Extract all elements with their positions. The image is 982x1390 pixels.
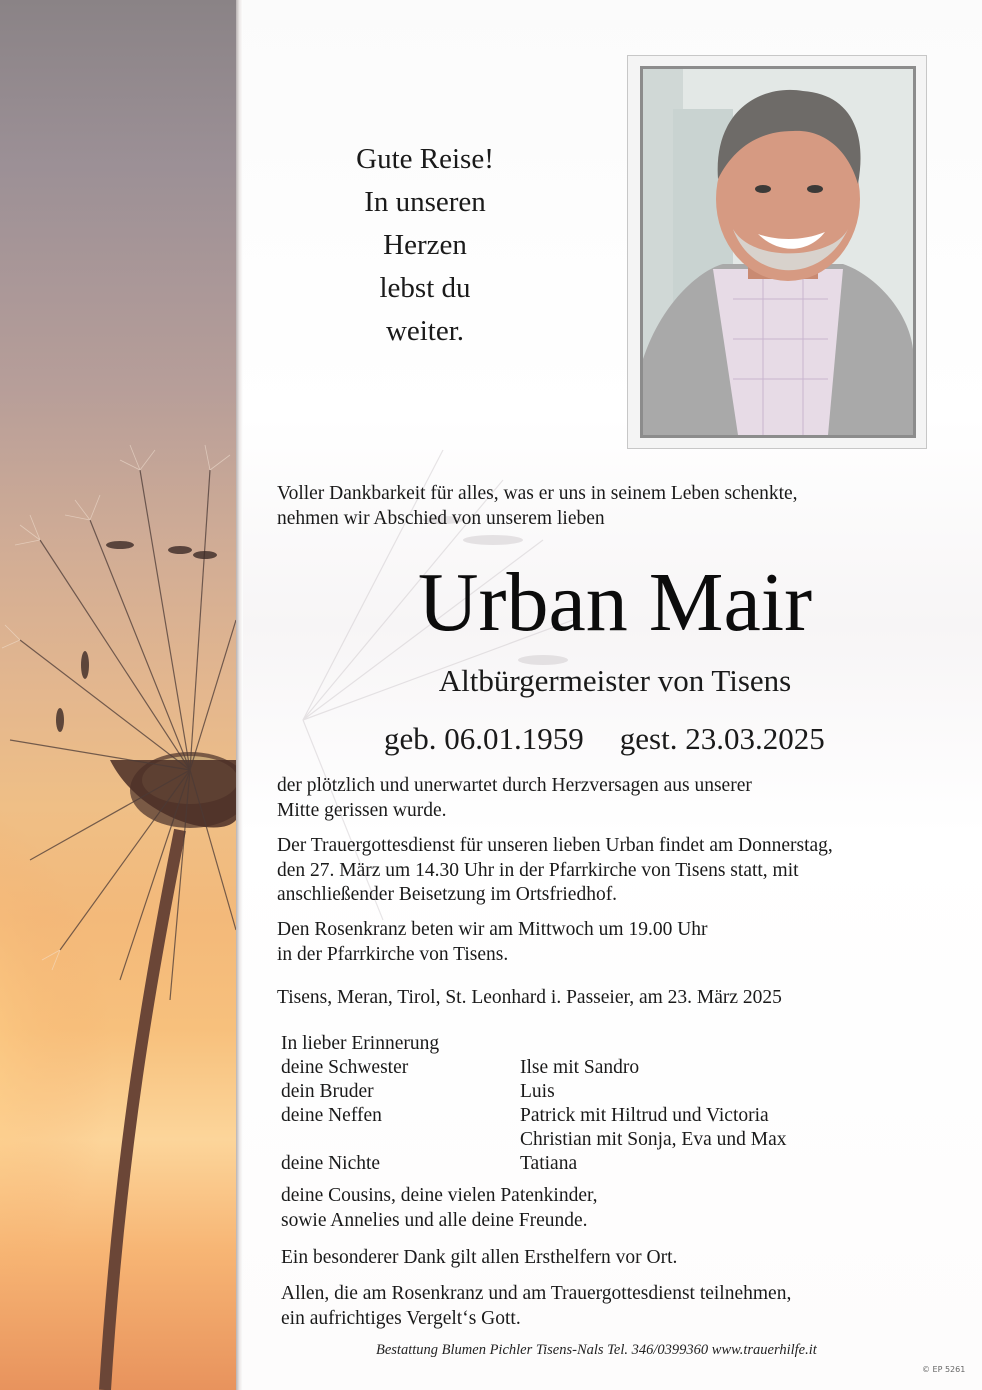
motto-line: Gute Reise! (356, 143, 494, 175)
dandelion-icon (0, 0, 236, 1390)
deceased-title: Altbürgermeister von Tisens (438, 663, 792, 698)
panel-edge (236, 0, 243, 1390)
relation-label: dein Bruder (281, 1081, 374, 1102)
paragraph-line: Mitte gerissen wurde. (277, 799, 447, 821)
intro-text (277, 481, 877, 531)
funeral-home-footer: Bestattung Blumen Pichler Tisens-Nals Tel. 346/0399360 www.trauerhilfe.it (376, 1342, 817, 1358)
deceased-name: Urban Mair (417, 556, 813, 649)
intro-line: Voller Dankbarkeit für alles, was er uns in seinem Leben schenkte, (277, 483, 798, 504)
paragraph-line: sowie Annelies und alle deine Freunde. (281, 1209, 588, 1231)
motto-line: weiter. (385, 315, 465, 347)
intro-line: nehmen wir Abschied von unserem lieben (277, 508, 605, 529)
relation-label: deine Schwester (281, 1057, 409, 1078)
relation-names: Christian mit Sonja, Eva und Max (520, 1129, 787, 1150)
paragraph-line: Den Rosenkranz beten wir am Mittwoch um 19.00 Uhr (277, 919, 708, 940)
paragraph-line: der plötzlich und unerwartet durch Herzversagen aus unserer (277, 775, 752, 796)
portrait-icon (643, 69, 913, 435)
paragraph-line: Allen, die am Rosenkranz und am Trauergottesdienst teilnehmen, (281, 1283, 792, 1304)
motto (320, 138, 530, 353)
relation-names: Tatiana (520, 1153, 578, 1174)
death-date: gest. 23.03.2025 (619, 721, 825, 756)
cause-paragraph (277, 774, 917, 823)
paragraph-line: den 27. März um 14.30 Uhr in der Pfarrkirche von Tisens statt, mit (277, 859, 799, 881)
paragraph-line: deine Cousins, deine vielen Patenkinder, (281, 1185, 598, 1206)
paragraph-line: ein aufrichtiges Vergelt‘s Gott. (281, 1307, 521, 1329)
relation-names: Luis (520, 1081, 555, 1102)
paragraph-line: in der Pfarrkirche von Tisens. (277, 943, 509, 965)
motto-line: Herzen (383, 229, 467, 261)
thanks-line: Ein besonderer Dank gilt allen Ersthelfern vor Ort. (281, 1247, 678, 1268)
place-date: Tisens, Meran, Tirol, St. Leonhard i. Passeier, am 23. März 2025 (277, 987, 782, 1008)
service-paragraph (277, 834, 917, 908)
paragraph-line: Der Trauergottesdienst für unseren lieben Urban findet am Donnerstag, (277, 835, 833, 856)
motto-line: In unseren (364, 186, 486, 218)
others-paragraph (281, 1184, 921, 1233)
dandelion-sunset-image (0, 0, 236, 1390)
relation-label: deine Neffen (281, 1105, 382, 1126)
document-code: © EP 5261 (922, 1365, 966, 1374)
rosary-paragraph (277, 918, 917, 967)
paragraph-line: anschließender Beisetzung im Ortsfriedhof. (277, 884, 618, 905)
photo-frame (627, 55, 927, 449)
relation-names: Patrick mit Hiltrud und Victoria (520, 1105, 769, 1126)
mourners-heading: In lieber Erinnerung (281, 1033, 440, 1054)
portrait-photo (640, 66, 916, 438)
birth-date: geb. 06.01.1959 (384, 721, 584, 756)
relation-names: Ilse mit Sandro (520, 1057, 640, 1078)
closing-paragraph (281, 1282, 921, 1331)
life-dates (384, 717, 825, 761)
relation-label: deine Nichte (281, 1153, 381, 1174)
motto-line: lebst du (379, 272, 471, 304)
